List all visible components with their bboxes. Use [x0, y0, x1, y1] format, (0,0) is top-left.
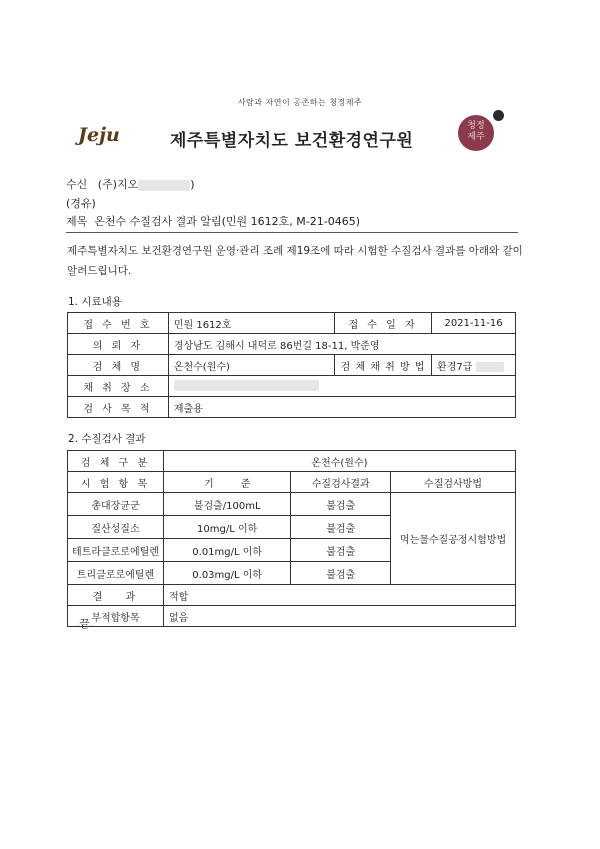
seal-dot — [493, 110, 504, 121]
item-result: 불검출 — [291, 493, 391, 516]
seal-line-2: 제주 — [467, 132, 485, 142]
receipt-date-label: 접 수 일 자 — [335, 313, 432, 334]
receipt-date: 2021-11-16 — [432, 313, 516, 334]
table-row — [68, 606, 516, 627]
redacted-site — [174, 380, 319, 391]
item-result: 불검출 — [291, 516, 391, 539]
subject-label: 제목 — [66, 215, 88, 228]
recipient-close: ) — [190, 178, 195, 191]
sample-name: 온천수(원수) — [168, 355, 334, 376]
section2-title: 2. 수질검사 결과 — [68, 433, 146, 445]
nonconform-label: 부적합항목 — [68, 606, 164, 627]
sampling-method: 환경7급 — [437, 361, 473, 373]
agency-seal — [458, 115, 494, 151]
item-standard: 0.01mg/L 이하 — [163, 539, 290, 562]
item-result: 불검출 — [291, 539, 391, 562]
header-result: 수질검사결과 — [291, 472, 391, 493]
section1-title: 1. 시료내용 — [68, 296, 122, 308]
table-row — [68, 451, 516, 472]
site-cell — [168, 376, 515, 397]
sample-info-table — [67, 312, 516, 418]
divider — [66, 232, 518, 233]
subject-text: 온천수 수질검사 결과 알림(민원 1612호, M-21-0465) — [94, 215, 361, 228]
item-standard: 불검출/100mL — [163, 493, 290, 516]
sample-label: 검 체 명 — [68, 355, 169, 376]
header-item: 시 험 항 목 — [68, 472, 164, 493]
nonconform: 없음 — [163, 606, 515, 627]
recipient-value: (주)지오 — [97, 178, 139, 191]
receipt-no-label: 접 수 번 호 — [68, 313, 169, 334]
seal-line-1: 청정 — [467, 121, 485, 131]
purpose: 제출용 — [168, 397, 515, 418]
table-row — [68, 493, 516, 516]
redacted-method — [476, 362, 504, 372]
table-row — [68, 334, 516, 355]
method-label: 검 체 채 취 방 법 — [335, 355, 432, 376]
conclusion-label: 결 과 — [68, 585, 164, 606]
sample-type: 온천수(원수) — [163, 451, 515, 472]
redacted-recipient — [138, 180, 190, 191]
table-row — [68, 585, 516, 606]
test-method: 먹는물수질공정시험방법 — [391, 493, 516, 585]
item-name: 트리클로로에틸렌 — [68, 562, 164, 585]
recipient-label: 수신 — [66, 178, 88, 191]
site-label: 채 취 장 소 — [68, 376, 169, 397]
via-line: (경유) — [66, 197, 96, 210]
item-result: 불검출 — [291, 562, 391, 585]
subject-line — [66, 213, 360, 229]
test-results-table — [67, 450, 516, 627]
sample-type-label: 검 체 구 분 — [68, 451, 164, 472]
header-standard: 기 준 — [163, 472, 290, 493]
item-name: 질산성질소 — [68, 516, 164, 539]
header-method: 수질검사방법 — [391, 472, 516, 493]
table-row — [68, 313, 516, 334]
table-row — [68, 397, 516, 418]
item-standard: 10mg/L 이하 — [163, 516, 290, 539]
purpose-label: 검 사 목 적 — [68, 397, 169, 418]
item-standard: 0.03mg/L 이하 — [163, 562, 290, 585]
agency-title: 제주특별자치도 보건환경연구원 — [170, 131, 414, 151]
requester-label: 의 뢰 자 — [68, 334, 169, 355]
method-cell — [432, 355, 516, 376]
body-paragraph: 제주특별자치도 보건환경연구원 운영·관리 조례 제19조에 따라 시험한 수질검사 결과를 아래와 같이 알려드립니다. — [67, 245, 523, 277]
conclusion: 적합 — [163, 585, 515, 606]
end-mark: .끝. — [76, 618, 93, 630]
item-name: 총대장균군 — [68, 493, 164, 516]
table-row — [68, 355, 516, 376]
table-row — [68, 376, 516, 397]
recipient-line — [66, 176, 195, 192]
table-row — [68, 472, 516, 493]
item-name: 테트라클로로에틸렌 — [68, 539, 164, 562]
requester: 경상남도 김해시 내덕로 86번길 18-11, 박준영 — [168, 334, 515, 355]
receipt-no: 민원 1612호 — [168, 313, 334, 334]
slogan: 사람과 자연이 공존하는 청정제주 — [237, 98, 363, 107]
jeju-logo: Jeju — [78, 124, 120, 146]
